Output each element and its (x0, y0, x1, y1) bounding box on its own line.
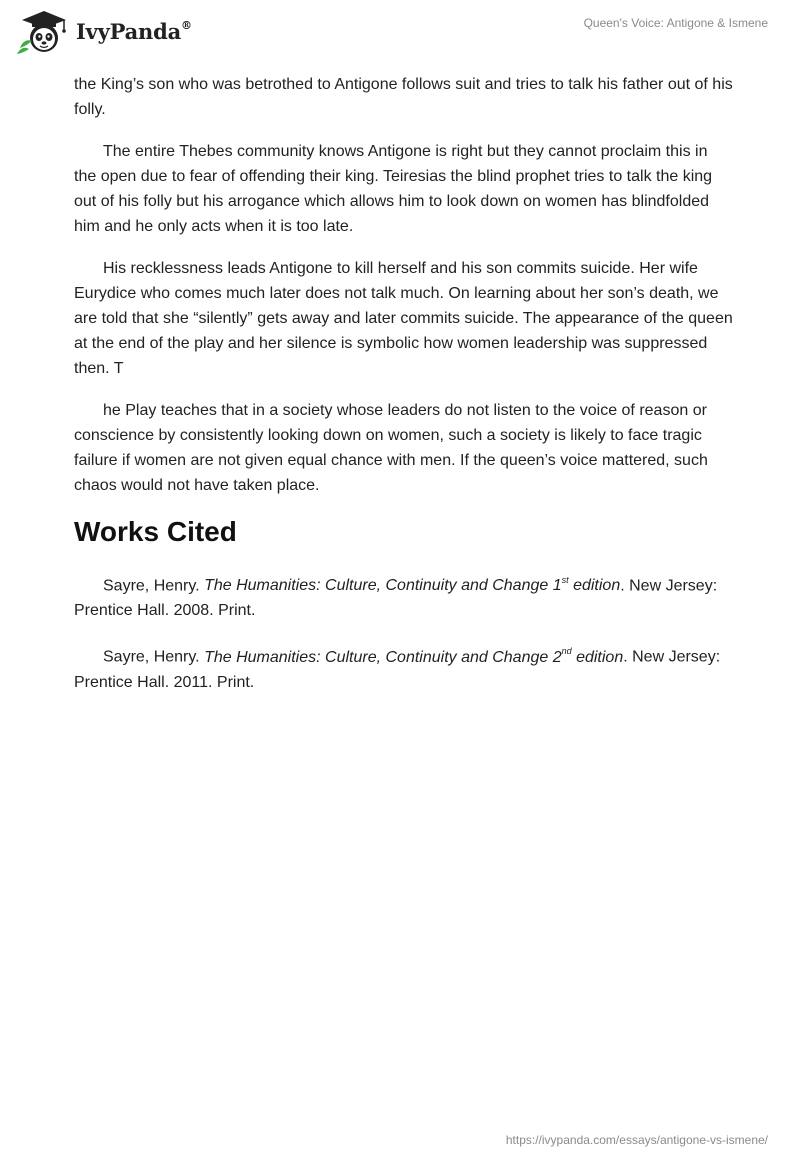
paragraph: His recklessness leads Antigone to kill herself and his son commits suicide. Her wife Eurydice who comes much later does not talk much. On learning about her son’s death, we are told that she “silently” gets away and later commits suicide. The appearance of the queen at the end of the play and her silence is symbolic how women leadership was suppressed then. T (74, 260, 733, 377)
brand-name: IvyPanda® (76, 18, 192, 44)
brand-logo[interactable] (14, 8, 204, 54)
essay-content (74, 72, 734, 712)
citation-publisher: . New Jersey: Prentice Hall. 2008. Print. (74, 577, 718, 620)
document-title: Queen's Voice: Antigone & Ismene (583, 16, 768, 30)
paragraph: the King’s son who was betrothed to Antigone follows suit and tries to talk his father out of his folly. (74, 76, 733, 118)
citation-author: Sayre, Henry. (103, 577, 205, 595)
citation-author: Sayre, Henry. (103, 648, 205, 666)
paragraph: The entire Thebes community knows Antigone is right but they cannot proclaim this in the open due to fear of offending their king. Teiresias the blind prophet tries to talk the king out of his folly but his arrogance which allows him to look down on women has blindfolded him and he only acts when it is too late. (74, 143, 713, 235)
source-url[interactable]: https://ivypanda.com/essays/antigone-vs-ismene/ (505, 1133, 768, 1147)
citation-title: The Humanities: Culture, Continuity and Change 1st edition (204, 575, 621, 595)
registered-mark: ® (181, 18, 192, 32)
paragraph: he Play teaches that in a society whose leaders do not listen to the voice of reason or conscience by consistently looking down on women, such a society is likely to face tragic failure if women are not given equal chance with men. If the queen’s voice mattered, such chaos would not have taken place. (74, 402, 708, 494)
citation-title: The Humanities: Culture, Continuity and Change 2nd edition (204, 646, 624, 666)
page-header (0, 0, 800, 60)
citation (74, 640, 734, 694)
panda-graduate-icon (14, 8, 72, 54)
works-cited-heading: Works Cited (74, 516, 237, 547)
citation (74, 569, 734, 623)
citation-publisher: . New Jersey: Prentice Hall. 2011. Print. (74, 648, 721, 691)
